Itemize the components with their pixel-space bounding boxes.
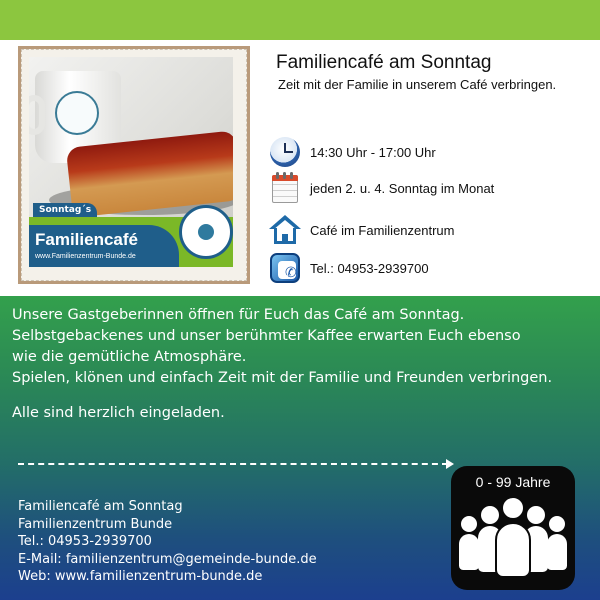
page-title: Familiencafé am Sonntag bbox=[276, 52, 492, 73]
photo-badge: Sonntag´s bbox=[33, 203, 97, 217]
age-label: 0 - 99 Jahre bbox=[475, 474, 551, 490]
info-date bbox=[268, 171, 494, 205]
footer-organization: Familienzentrum Bunde bbox=[18, 516, 173, 532]
familienzentrum-seal-logo bbox=[179, 205, 233, 259]
phone-icon: ✆ bbox=[268, 251, 302, 285]
info-place-text: Café im Familienzentrum bbox=[310, 222, 455, 238]
invitation-text: Alle sind herzlich eingeladen. bbox=[12, 405, 225, 421]
info-time-text: 14:30 Uhr - 17:00 Uhr bbox=[310, 144, 436, 160]
age-badge bbox=[451, 466, 575, 590]
description-text bbox=[12, 305, 552, 389]
page-subtitle: Zeit mit der Familie in unserem Café verbringen. bbox=[278, 77, 557, 92]
info-time bbox=[268, 135, 436, 169]
arrow-right-icon bbox=[446, 459, 454, 469]
info-phone-text: Tel.: 04953-2939700 bbox=[310, 260, 429, 276]
description-line: Spielen, klönen und einfach Zeit mit der Familie und Freunden verbringen. bbox=[12, 370, 553, 386]
top-green-bar bbox=[0, 0, 600, 40]
dashed-divider bbox=[18, 463, 448, 465]
contact-footer bbox=[18, 498, 317, 586]
mug-handle bbox=[29, 95, 45, 135]
photo-brand: Familiencafé bbox=[35, 230, 138, 249]
cafe-photo bbox=[29, 57, 233, 267]
mug-logo bbox=[55, 91, 99, 135]
info-phone bbox=[268, 251, 429, 285]
description-line: Unsere Gastgeberinnen öffnen für Euch das Café am Sonntag. bbox=[12, 307, 465, 323]
footer-email: E-Mail: familienzentrum@gemeinde-bunde.de bbox=[18, 551, 317, 567]
footer-web: Web: www.familienzentrum-bunde.de bbox=[18, 569, 263, 584]
home-icon bbox=[268, 213, 302, 247]
calendar-icon bbox=[268, 171, 302, 205]
clock-icon bbox=[268, 135, 302, 169]
photo-card bbox=[18, 46, 250, 284]
photo-url: www.Familienzentrum-Bunde.de bbox=[35, 253, 136, 260]
footer-title: Familiencafé am Sonntag bbox=[18, 499, 183, 514]
footer-phone: Tel.: 04953-2939700 bbox=[18, 534, 152, 549]
info-place bbox=[268, 213, 455, 247]
description-line: Selbstgebackenes und unser berühmter Kaffee erwarten Euch ebenso bbox=[12, 328, 521, 344]
info-date-text: jeden 2. u. 4. Sonntag im Monat bbox=[310, 180, 495, 196]
people-group-icon bbox=[459, 496, 567, 582]
description-line: wie die gemütliche Atmosphäre. bbox=[12, 349, 247, 365]
